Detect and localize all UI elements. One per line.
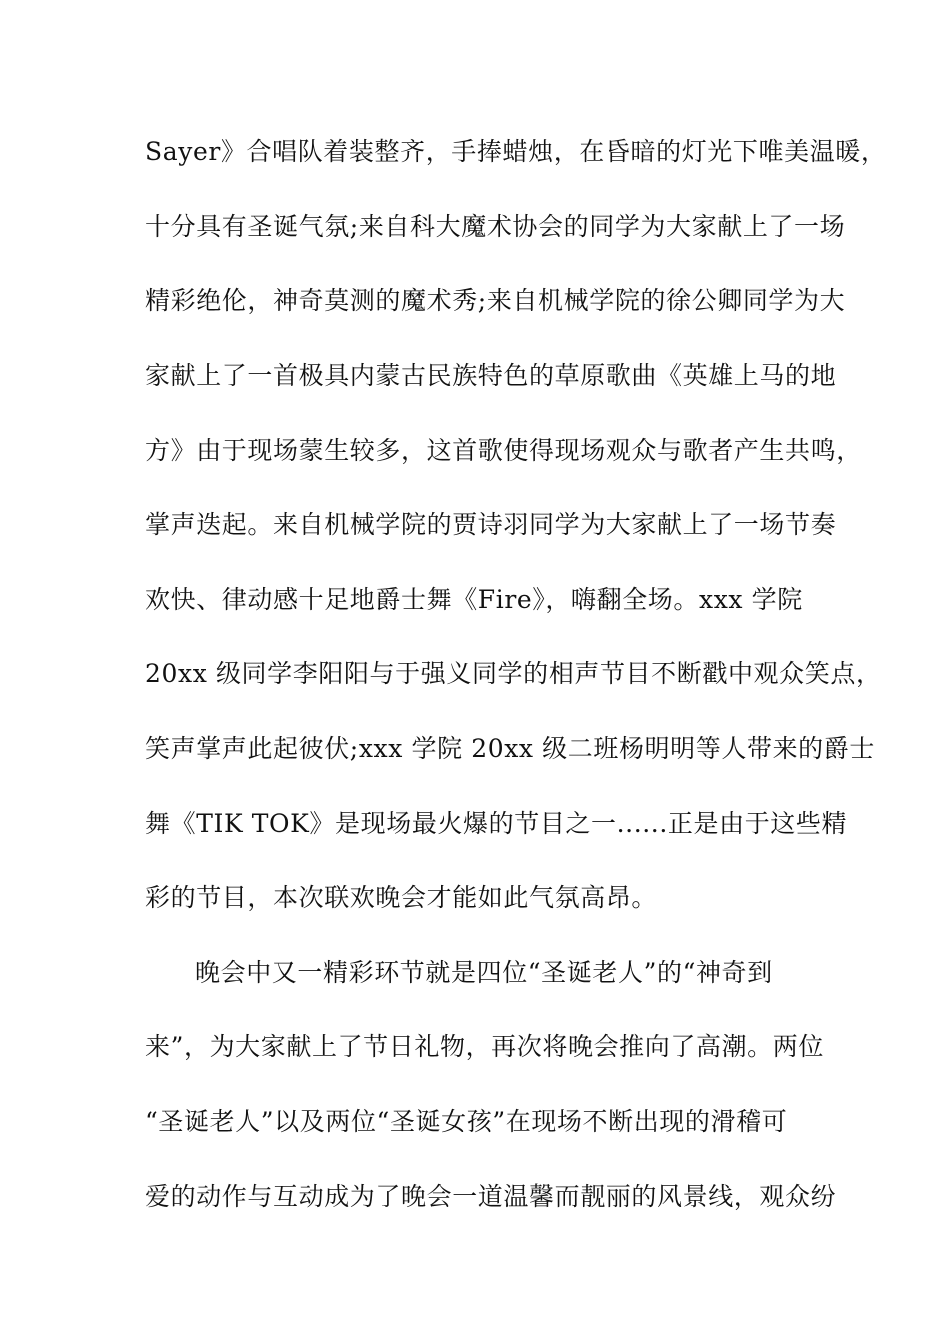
text-line-15: 爱的动作与互动成为了晚会一道温馨而靓丽的风景线，观众纷 <box>145 1182 837 1211</box>
text-line-4: 家献上了一首极具内蒙古民族特色的草原歌曲《英雄上马的地 <box>145 361 837 390</box>
text-line-3: 精彩绝伦，神奇莫测的魔术秀;来自机械学院的徐公卿同学为大 <box>145 286 846 315</box>
text-line-6: 掌声迭起。来自机械学院的贾诗羽同学为大家献上了一场节奏 <box>145 510 837 539</box>
text-line-8: 20xx 级同学李阳阳与于强义同学的相声节目不断戳中观众笑点， <box>145 659 882 688</box>
text-line-1: Sayer》合唱队着装整齐，手捧蜡烛，在昏暗的灯光下唯美温暖， <box>145 137 887 166</box>
text-line-11: 彩的节目，本次联欢晚会才能如此气氛高昂。 <box>145 883 658 912</box>
text-line-12: 晚会中又一精彩环节就是四位“圣诞老人”的“神奇到 <box>195 958 773 987</box>
text-line-2: 十分具有圣诞气氛;来自科大魔术协会的同学为大家献上了一场 <box>145 212 846 241</box>
text-line-7: 欢快、律动感十足地爵士舞《Fire》，嗨翻全场。xxx 学院 <box>145 585 803 614</box>
text-line-13: 来”，为大家献上了节日礼物，再次将晚会推向了高潮。两位 <box>145 1032 824 1061</box>
text-line-9: 笑声掌声此起彼伏;xxx 学院 20xx 级二班杨明明等人带来的爵士 <box>145 734 875 763</box>
text-line-5: 方》由于现场蒙生较多，这首歌使得现场观众与歌者产生共鸣， <box>145 436 862 465</box>
text-line-10: 舞《TIK TOK》是现场最火爆的节目之一......正是由于这些精 <box>145 809 848 838</box>
text-line-14: “圣诞老人”以及两位“圣诞女孩”在现场不断出现的滑稽可 <box>145 1107 788 1136</box>
